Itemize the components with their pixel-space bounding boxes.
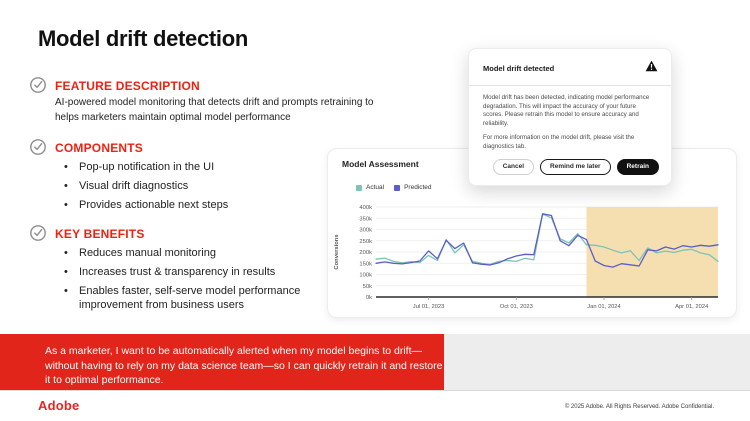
svg-text:300k: 300k <box>359 227 372 234</box>
dialog-body <box>469 86 671 152</box>
list-item: • Provides actionable next steps <box>55 198 355 212</box>
check-circle-icon <box>29 224 47 242</box>
components-heading: COMPONENTS <box>55 141 144 155</box>
svg-text:400k: 400k <box>359 205 372 211</box>
dialog-paragraph: Model drift has been detected, indicating model performance degradation. This will impact the accuracy of your future scores. Please retrain this model to ensure accuracy and reliability. <box>483 94 650 127</box>
user-story-text: As a marketer, I want to be automatically alerted when my model begins to drift—without having to rely on my data science team—so I can quickly retrain it and restore it to optimal performance. <box>45 345 443 386</box>
svg-text:Jan 01, 2024: Jan 01, 2024 <box>587 304 621 310</box>
footer <box>0 390 750 421</box>
remind-me-later-button[interactable]: Remind me later <box>540 159 611 176</box>
svg-text:150k: 150k <box>359 261 372 268</box>
svg-text:100k: 100k <box>359 272 372 279</box>
adobe-logo: Adobe <box>38 398 80 413</box>
dialog-header <box>469 49 671 86</box>
svg-text:250k: 250k <box>359 238 372 245</box>
svg-text:Oct 01, 2023: Oct 01, 2023 <box>499 304 533 310</box>
svg-text:Jul 01, 2023: Jul 01, 2023 <box>412 304 445 310</box>
page-title: Model drift detection <box>38 26 249 51</box>
svg-text:Apr 01, 2024: Apr 01, 2024 <box>675 304 709 310</box>
user-story-banner <box>0 334 444 390</box>
cancel-button[interactable]: Cancel <box>493 159 534 176</box>
key-benefits-list <box>55 246 355 317</box>
chart-title: Model Assessment <box>342 159 419 169</box>
list-item: • Reduces manual monitoring <box>55 246 355 260</box>
list-item: • Enables faster, self-serve model performance improvement from business users <box>55 284 340 312</box>
svg-text:0k: 0k <box>365 295 372 301</box>
key-benefits-heading: KEY BENEFITS <box>55 227 145 241</box>
feature-description-heading: FEATURE DESCRIPTION <box>55 79 200 93</box>
dialog-actions <box>493 159 659 176</box>
retrain-button[interactable]: Retrain <box>617 159 659 176</box>
svg-text:350k: 350k <box>359 216 372 223</box>
legend-label: Predicted <box>404 184 432 191</box>
legend-label: Actual <box>366 184 385 191</box>
dialog-title: Model drift detected <box>483 63 555 73</box>
model-drift-dialog <box>468 48 672 186</box>
feature-description-body: AI-powered model monitoring that detects drift and prompts retraining to helps marketers maintain optimal model performance <box>55 97 374 123</box>
check-circle-icon <box>29 138 47 156</box>
warning-triangle-icon <box>645 59 658 77</box>
check-circle-icon <box>29 76 47 94</box>
components-list <box>55 160 355 217</box>
list-item: • Pop-up notification in the UI <box>55 160 355 174</box>
list-item: • Visual drift diagnostics <box>55 179 355 193</box>
dialog-paragraph: For more information on the model drift, please visit the diagnostics tab. <box>483 134 635 150</box>
gray-strip <box>444 334 750 390</box>
copyright-text: © 2025 Adobe. All Rights Reserved. Adobe Confidential. <box>564 404 714 410</box>
svg-text:200k: 200k <box>359 250 372 256</box>
svg-text:50k: 50k <box>362 283 372 290</box>
list-item: • Increases trust & transparency in results <box>55 265 355 279</box>
svg-text:Conversions: Conversions <box>334 234 340 270</box>
